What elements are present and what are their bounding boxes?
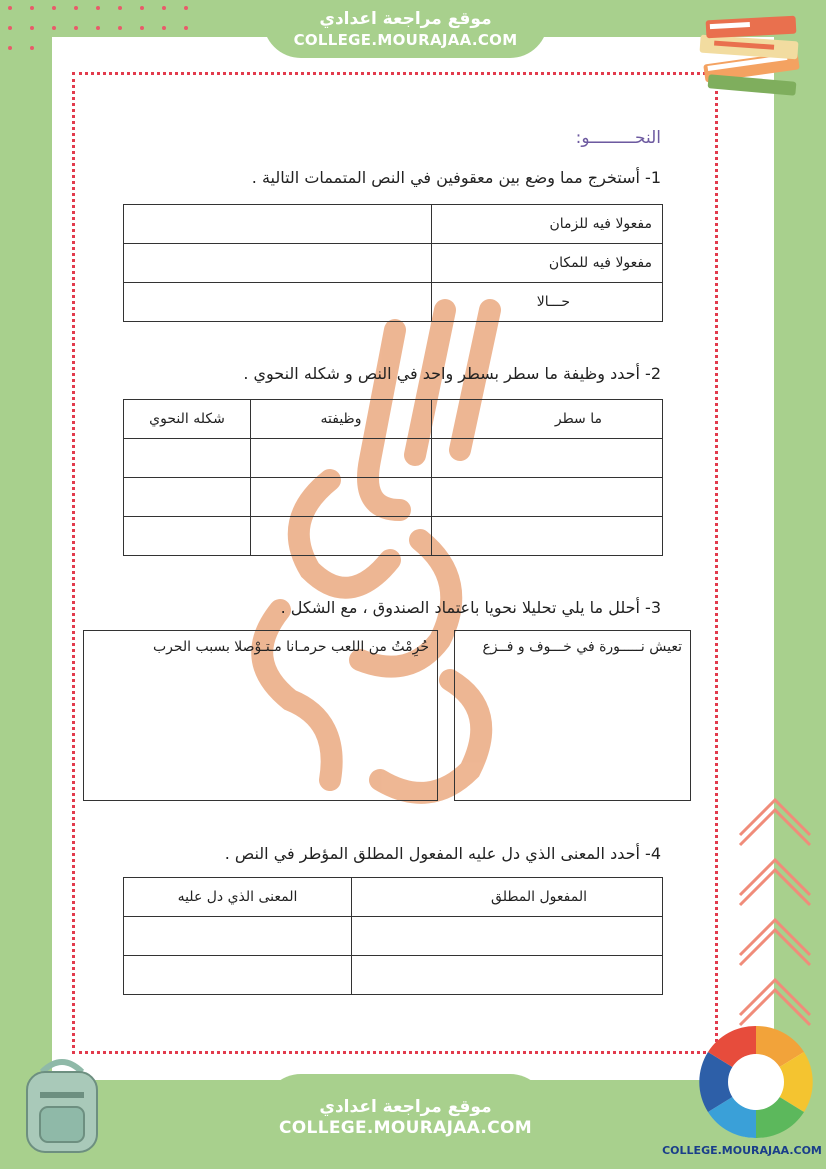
q2-table [123, 399, 663, 556]
backpack-icon [12, 1052, 112, 1157]
q1-table [123, 204, 663, 322]
q4-cell[interactable] [124, 917, 352, 956]
q2-cell[interactable] [432, 517, 663, 556]
q3-box-left[interactable] [83, 630, 438, 801]
school-subjects-circle-icon [694, 1022, 818, 1142]
q1-label-cell: مفعولا فيه للزمان [432, 205, 663, 244]
q4-header-cell: المفعول المطلق [352, 878, 663, 917]
q4-cell[interactable] [124, 956, 352, 995]
q2-cell[interactable] [432, 439, 663, 478]
q2-cell[interactable] [251, 439, 432, 478]
q2-cell[interactable] [124, 517, 251, 556]
q4-cell[interactable] [352, 956, 663, 995]
q2-cell[interactable] [124, 439, 251, 478]
q2-cell[interactable] [251, 478, 432, 517]
q1-answer-cell[interactable] [124, 205, 432, 244]
q2-cell[interactable] [251, 517, 432, 556]
question-4: 4- أحدد المعنى الذي دل عليه المفعول المطلق المؤطر في النص . [224, 844, 661, 863]
q2-header-cell: وظيفته [251, 400, 432, 439]
q1-answer-cell[interactable] [124, 244, 432, 283]
q2-header-cell: ما سطر [432, 400, 663, 439]
question-2: 2- أحدد وظيفة ما سطر بسطر واحد في النص و شكله النحوي . [243, 364, 661, 383]
footer-banner [263, 1074, 548, 1169]
section-title: النحـــــــــو: [575, 128, 661, 148]
q4-cell[interactable] [352, 917, 663, 956]
footer-site-url[interactable]: COLLEGE.MOURAJAA.COM [279, 1118, 532, 1138]
q3-box-right[interactable] [454, 630, 691, 801]
chevron-up-icon [735, 790, 815, 1050]
q4-header-cell: المعنى الذي دل عليه [124, 878, 352, 917]
q2-header-cell: شكله النحوي [124, 400, 251, 439]
q2-cell[interactable] [432, 478, 663, 517]
question-1: 1- أستخرج مما وضع بين معقوفين في النص المتممات التالية . [251, 168, 661, 187]
question-3: 3- أحلل ما يلي تحليلا نحويا باعتماد الصندوق ، مع الشكل . [280, 598, 661, 617]
footer-site-name: موقع مراجعة اعدادي [319, 1097, 492, 1117]
q1-label-cell: حـــالا [432, 283, 663, 322]
header-site-url[interactable]: COLLEGE.MOURAJAA.COM [293, 31, 518, 49]
q4-table [123, 877, 663, 995]
logo-site-url: COLLEGE.MOURAJAA.COM [662, 1144, 822, 1157]
q3-sentence-left: حُرِمْتُ من اللعب حرمـانا مـتـوْصلا بسبب الحرب [152, 639, 429, 655]
q1-label-cell: مفعولا فيه للمكان [432, 244, 663, 283]
q2-cell[interactable] [124, 478, 251, 517]
header-site-name: موقع مراجعة اعدادي [319, 9, 492, 29]
q1-answer-cell[interactable] [124, 283, 432, 322]
q3-sentence-right: تعيش نـــــورة في خـــوف و فــزع [482, 639, 682, 655]
